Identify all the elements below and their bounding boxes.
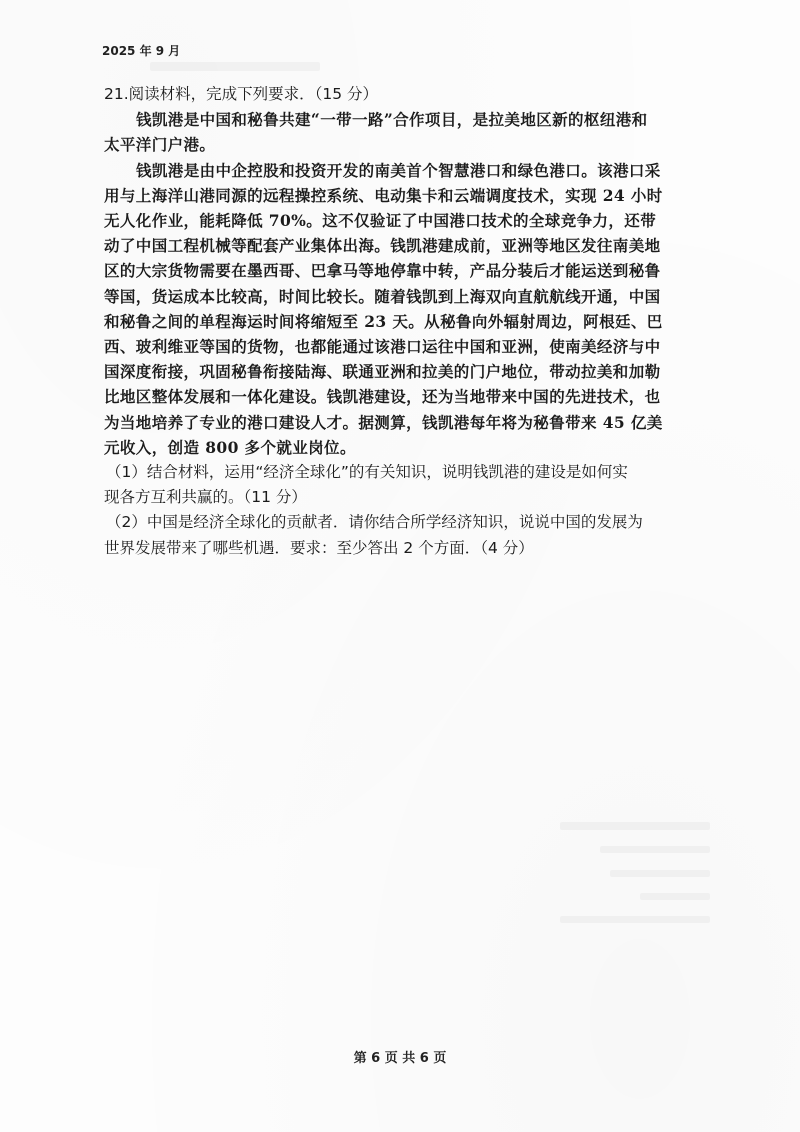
material-line: 为当地培养了专业的港口建设人才。据测算，钱凯港每年将为秘鲁带来 45 亿美 bbox=[104, 412, 663, 432]
material-line: 比地区整体发展和一体化建设。钱凯港建设，还为当地带来中国的先进技术，也 bbox=[104, 387, 661, 407]
reading-material bbox=[104, 107, 724, 460]
question-21 bbox=[104, 82, 724, 561]
sub-question-1-line: （1）结合材料，运用“经济全球化”的有关知识，说明钱凯港的建设是如何实 bbox=[106, 463, 628, 482]
sub-question-2-line: （2）中国是经济全球化的贡献者．请你结合所学经济知识，说说中国的发展为 bbox=[106, 513, 643, 532]
material-line: 无人化作业，能耗降低 70%。这不仅验证了中国港口技术的全球竞争力，还带 bbox=[104, 211, 657, 231]
sub-question-2-line: 世界发展带来了哪些机遇．要求：至少答出 2 个方面．（4 分） bbox=[104, 538, 534, 557]
sub-questions bbox=[104, 460, 724, 561]
material-line: 钱凯港是由中企控股和投资开发的南美首个智慧港口和绿色港口。该港口采 bbox=[136, 160, 661, 180]
scan-artifact bbox=[150, 62, 320, 71]
material-line: 太平洋门户港。 bbox=[104, 135, 216, 155]
material-line: 西、玻利维亚等国的货物，也都能通过该港口运往中国和亚洲，使南美经济与中 bbox=[104, 337, 661, 357]
scan-artifact bbox=[560, 822, 710, 830]
material-line: 元收入，创造 800 多个就业岗位。 bbox=[104, 437, 356, 457]
scan-artifact bbox=[640, 893, 710, 900]
scan-artifact bbox=[560, 916, 710, 923]
scan-artifact bbox=[600, 846, 710, 853]
material-line: 用与上海洋山港同源的远程操控系统、电动集卡和云端调度技术，实现 24 小时 bbox=[104, 185, 663, 205]
material-line: 区的大宗货物需要在墨西哥、巴拿马等地停靠中转，产品分装后才能运送到秘鲁 bbox=[104, 261, 661, 281]
material-line: 动了中国工程机械等配套产业集体出海。钱凯港建成前，亚洲等地区发往南美地 bbox=[104, 236, 661, 256]
question-title: 21.阅读材料，完成下列要求．（15 分） bbox=[104, 85, 379, 103]
sub-question-1-line: 现各方互利共赢的。（11 分） bbox=[104, 488, 307, 507]
exam-date: 2025 年 9 月 bbox=[102, 44, 181, 58]
material-line: 钱凯港是中国和秘鲁共建“一带一路”合作项目，是拉美地区新的枢纽港和 bbox=[136, 110, 648, 130]
material-line: 等国，货运成本比较高，时间比较长。随着钱凯到上海双向直航航线开通，中国 bbox=[104, 286, 661, 306]
scan-artifact bbox=[610, 870, 710, 877]
page-number: 第 6 页 共 6 页 bbox=[353, 1051, 447, 1066]
material-line: 和秘鲁之间的单程海运时间将缩短至 23 天。从秘鲁向外辐射周边，阿根廷、巴 bbox=[104, 311, 663, 331]
material-line: 国深度衔接，巩固秘鲁衔接陆海、联通亚洲和拉美的门户地位，带动拉美和加勒 bbox=[104, 362, 661, 382]
